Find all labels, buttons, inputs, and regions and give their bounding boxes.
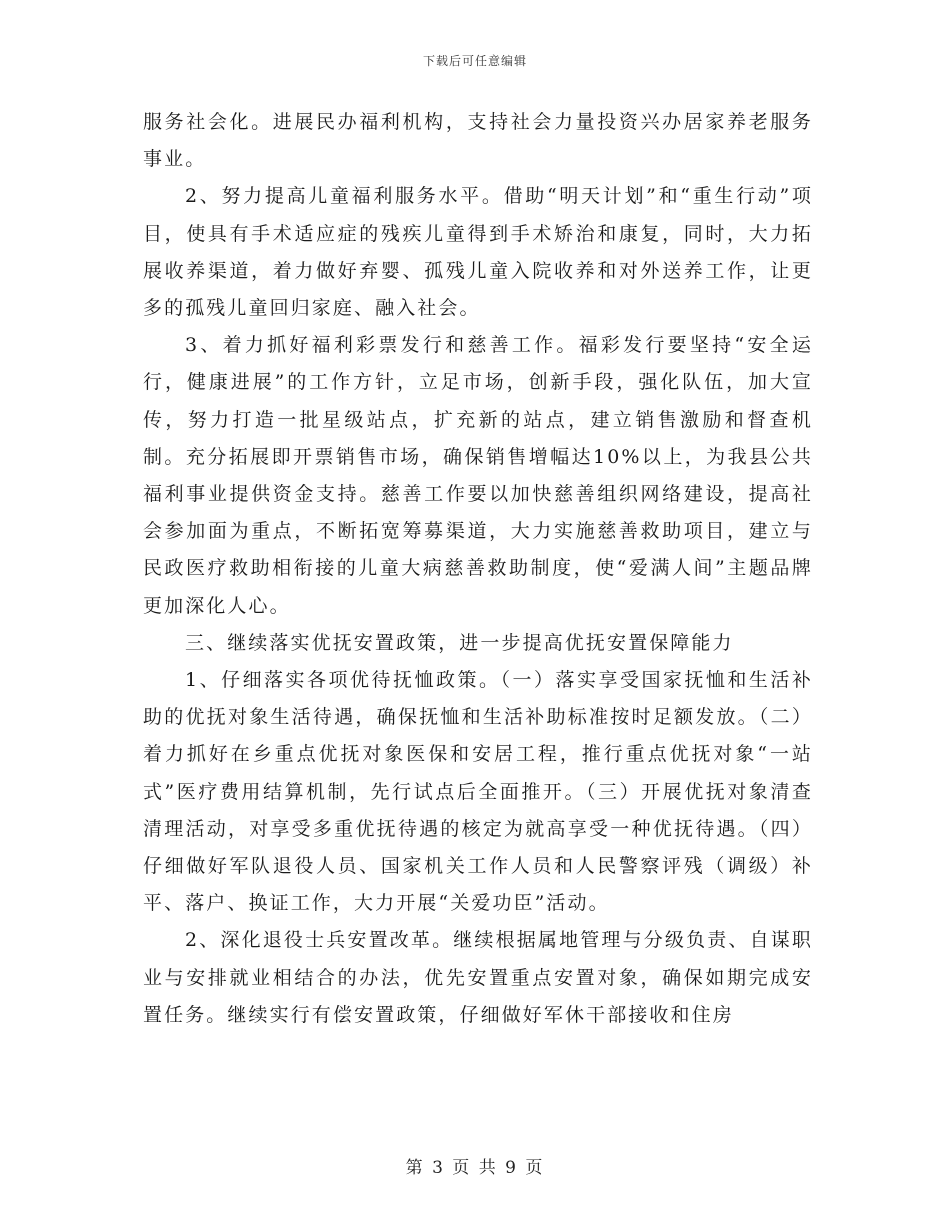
- current-page-number: 3: [432, 1158, 445, 1178]
- paragraph: 2、深化退役士兵安置改革。继续根据属地管理与分级负责、自谋职业与安排就业相结合的办法，优先安置重点安置对象，确保如期完成安置任务。继续实行有偿安置政策，仔细做好军休干部接收和住房: [143, 929, 813, 1026]
- page-header: 下载后可任意编辑: [422, 54, 527, 68]
- page-footer: [0, 1153, 950, 1178]
- total-page-count: 9: [505, 1158, 518, 1178]
- paragraph: 1、仔细落实各项优待抚恤政策。（一）落实享受国家抚恤和生活补助的优抚对象生活待遇，确保抚恤和生活补助标准按时足额发放。（二）着力抓好在乡重点优抚对象医保和安居工程，推行重点优抚对象“一站式”医疗费用结算机制，先行试点后全面推开。（三）开展优抚对象清查清理活动，对享受多重优抚待遇的核定为就高享受一种优抚待遇。（四）仔细做好军队退役人员、国家机关工作人员和人民警察评残（调级）补平、落户、换证工作，大力开展“关爱功臣”活动。: [143, 669, 813, 915]
- footer-suffix: 页: [525, 1158, 545, 1178]
- paragraph: 3、着力抓好福利彩票发行和慈善工作。福彩发行要坚持“安全运行，健康进展”的工作方针，立足市场，创新手段，强化队伍，加大宣传，努力打造一批星级站点，扩充新的站点，建立销售激励和督查机制。充分拓展即开票销售市场，确保销售增幅达10%以上，为我县公共福利事业提供资金支持。慈善工作要以加快慈善组织网络建设，提高社会参加面为重点，不断拓宽筹募渠道，大力实施慈善救助项目，建立与民政医疗救助相衔接的儿童大病慈善救助制度，使“爱满人间”主题品牌更加深化人心。: [143, 334, 813, 617]
- footer-prefix: 第: [405, 1158, 425, 1178]
- paragraph: 2、努力提高儿童福利服务水平。借助“明天计划”和“重生行动”项目，使具有手术适应症的残疾儿童得到手术矫治和康复，同时，大力拓展收养渠道，着力做好弃婴、孤残儿童入院收养和对外送养工作，让更多的孤残儿童回归家庭、融入社会。: [143, 185, 813, 320]
- body-text: [143, 104, 813, 1034]
- section-heading: 三、继续落实优抚安置政策，进一步提高优抚安置保障能力: [185, 631, 734, 654]
- paragraph: 服务社会化。进展民办福利机构，支持社会力量投资兴办居家养老服务事业。: [143, 111, 813, 171]
- footer-middle: 页 共: [452, 1158, 498, 1178]
